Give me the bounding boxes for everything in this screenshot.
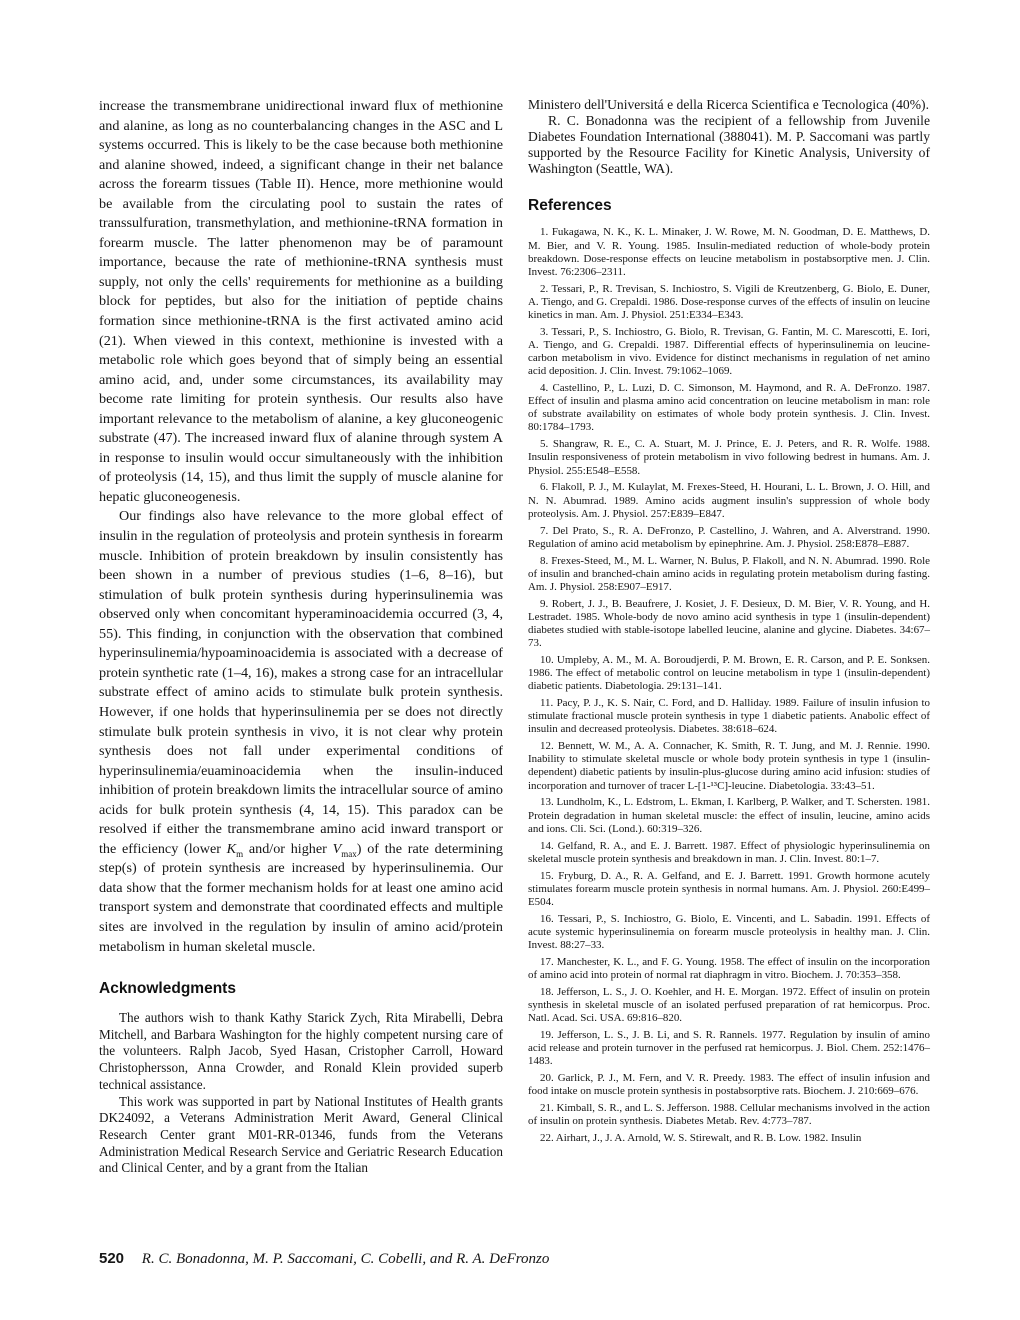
acknowledgments-continuation: Ministero dell'Universitá e della Ricerca Scientifica e Tecnologica (40%). [528, 97, 929, 112]
body-paragraph: increase the transmembrane unidirectional inward flux of methionine and alanine, as long as no counterbalancing changes in the ASC and L systems occurred. This is likely to be the case because both methionine and alanine showed, indeed, a significant change in their net balance across the forearm tissues (Table II). Hence, more methionine would be available from the circulating pool to sustain the rates of transsulfuration, transmethylation, and methionine-tRNA formation in forearm muscle. The latter phenomenon may be of paramount importance, because the rate of methionine-tRNA synthesis must supply, not only the cells' requirements for methionine as a building block for peptides, but also for the initiation of peptide chains formation since methionine-tRNA is the first activated amino acid (21). When viewed in this context, methionine is invested with a metabolic role which goes beyond that of simply being an essential amino acid, and, under some circumstances, its availability may become rate limiting for protein synthesis. Our results also have important relevance to the metabolism of alanine, a key gluconeogenic substrate (47). The increased inward flux of alanine through system A in response to insulin would occur simultaneously with the inhibition of proteolysis (14, 15), and thus limit the supply of muscle alanine for hepatic gluconeogenesis. [99, 98, 503, 505]
reference-item: 12. Bennett, W. M., A. A. Connacher, K. Smith, R. T. Jung, and M. J. Rennie. 1990. Inability to stimulate skeletal muscle or whole body protein synthesis in type 1 (insulin-dependent) diabetic patients by insulin-plus-glucose during amino acid infusion: studies of incorporation and turnover of tracer L-[1-¹³C]-leucine. Diabetologia. 33:43–51. [528, 740, 930, 792]
reference-item: 1. Fukagawa, N. K., K. L. Minaker, J. W. Rowe, M. N. Goodman, D. E. Matthews, D. M. Bier, and V. R. Young. 1985. Insulin-mediated reduction of whole-body protein breakdown. Dose-response effects on leucine metabolism in postabsorptive men. J. Clin. Invest. 76:2306–2311. [528, 226, 930, 278]
reference-item: 21. Kimball, S. R., and L. S. Jefferson. 1988. Cellular mechanisms involved in the action of insulin on protein synthesis. Diabetes Metab. Rev. 4:773–787. [528, 1102, 930, 1128]
reference-item: 22. Airhart, J., J. A. Arnold, W. S. Stirewalt, and R. B. Low. 1982. Insulin [540, 1132, 862, 1145]
body-text: ) of the rate determining step(s) of protein synthesis are increased by hyperinsulinemia. Our data show that the former mechanism holds for at least one amino acid transport system and demonstrate that coordinated effects and multiple sites are involved in the regulation by insulin of amino acid/protein metabolism in human skeletal muscle. [99, 840, 503, 955]
reference-item: 8. Frexes-Steed, M., M. L. Warner, N. Bulus, P. Flakoll, and N. N. Abumrad. 1990. Role of insulin and branched-chain amino acids in regulating protein metabolism during fasting. Am. J. Physiol. 258:E907–E917. [528, 554, 930, 593]
reference-item: 10. Umpleby, A. M., M. A. Boroudjerdi, P. M. Brown, E. R. Carson, and P. E. Sonksen. 1986. The effect of metabolic control on leucine metabolism in type 1 (insulin-dependent) diabetic patients. Diabetologia. 29:131–141. [528, 653, 930, 693]
right-column [528, 97, 930, 1149]
acknowledgments-heading: Acknowledgments [99, 980, 236, 998]
reference-item: 4. Castellino, P., L. Luzi, D. C. Simonson, M. Haymond, and R. A. DeFronzo. 1987. Effect of insulin and plasma amino acid concentration on leucine metabolism in man: role of substrate availability on estimates of whole body protein synthesis. J. Clin. Invest. 80:1784–1793. [528, 382, 930, 434]
body-text: and/or higher [243, 840, 333, 857]
references-heading: References [528, 197, 612, 215]
page-number: 520 [99, 1250, 125, 1267]
reference-item: 20. Garlick, P. J., M. Fern, and V. R. Preedy. 1983. The effect of insulin infusion and food intake on muscle protein synthesis in postabsorptive rats. Biochem. J. 210:669–676. [528, 1072, 930, 1098]
reference-item: 7. Del Prato, S., R. A. DeFronzo, P. Castellino, J. Wahren, and A. Alverstrand. 1990. Regulation of amino acid metabolism by epinephrine. Am. J. Physiol. 258:E878–E887. [528, 524, 930, 550]
reference-item: 18. Jefferson, L. S., J. O. Koehler, and H. E. Morgan. 1972. Effect of insulin on protein synthesis in skeletal muscle of an isolated perfused preparation of rat hemicorpus. Proc. Natl. Acad. Sci. USA. 69:816–820. [528, 985, 930, 1025]
running-authors: R. C. Bonadonna, M. P. Saccomani, C. Cobelli, and R. A. DeFronzo [141, 1251, 550, 1267]
fellowship-paragraph: R. C. Bonadonna was the recipient of a fellowship from Juvenile Diabetes Foundation International (388041). M. P. Saccomani was partly supported by the Resource Facility for Kinetic Analysis, University of Washington (Seattle, WA). [528, 113, 930, 177]
reference-item: 14. Gelfand, R. A., and E. J. Barrett. 1987. Effect of physiologic hyperinsulinemia on skeletal muscle protein synthesis and breakdown in man. J. Clin. Invest. 80:1–7. [528, 839, 930, 865]
reference-item: 6. Flakoll, P. J., M. Kulaylat, M. Frexes-Steed, H. Hourani, L. L. Brown, J. O. Hill, and N. N. Abumrad. 1989. Amino acids augment insulin's suppression of whole body proteolysis. Am. J. Physiol. 257:E839–E847. [528, 481, 930, 520]
vmax-subscript: max [341, 848, 357, 859]
body-paragraph [99, 507, 503, 957]
reference-item: 9. Robert, J. J., B. Beaufrere, J. Kosiet, J. F. Desieux, D. M. Bier, V. R. Young, and H. Lestradet. 1985. Whole-body de novo amino acid synthesis in type 1 (insulin-dependent) diabetes studied with stable-isotope labelled leucine, alanine and glycine. Diabetes. 34:67–73. [528, 597, 930, 650]
reference-item: 16. Tessari, P., S. Inchiostro, G. Biolo, E. Vincenti, and L. Sabadin. 1991. Effects of acute systemic hyperinsulinemia on forearm muscle proteolysis in healthy man. J. Clin. Invest. 88:27–33. [528, 912, 930, 951]
reference-list [528, 226, 930, 1145]
page-footer [99, 1250, 549, 1268]
left-column [99, 97, 503, 1177]
acknowledgments-paragraph: This work was supported in part by National Institutes of Health grants DK24092, a Veterans Administration Merit Award, General Clinical Research Center grant M01-RR-01346, funds from the Veterans Administration Medical Research Service and Geriatric Research Education and Clinical Center, and by a grant from the Italian [99, 1093, 503, 1176]
acknowledgments-paragraph: The authors wish to thank Kathy Starick Zych, Rita Mirabelli, Debra Mitchell, and Barbara Washington for the highly competent nursing care of the volunteers. Ralph Jacob, Syed Hasan, Cristopher Carroll, Howard Christophersson, Anna Crowder, and Ronald Klein provided superb technical assistance. [99, 1010, 503, 1092]
km-symbol: K [226, 840, 237, 857]
reference-item: 3. Tessari, P., S. Inchiostro, G. Biolo, R. Trevisan, G. Fantin, M. C. Marescotti, E. Iori, A. Tiengo, and G. Crepaldi. 1987. Differential effects of hyperinsulinemia on leucine-carbon metabolism in vivo. Evidence for distinct mechanisms in regulation of net amino acid deposition. J. Clin. Invest. 79:1062–1069. [528, 325, 930, 378]
reference-item: 13. Lundholm, K., L. Edstrom, L. Ekman, I. Karlberg, P. Walker, and T. Schersten. 1981. Protein degradation in human skeletal muscle: the effect of insulin, leucine, amino acids and ions. Cli. Sci. (Lond.). 60:319–326. [528, 796, 930, 835]
km-subscript: m [236, 848, 244, 859]
reference-item: 2. Tessari, P., R. Trevisan, S. Inchiostro, S. Vigili de Kreutzenberg, G. Biolo, E. Duner, A. Tiengo, and G. Crepaldi. 1986. Dose-response curves of the effects of insulin on leucine kinetics in man. Am. J. Physiol. 251:E334–E343. [528, 282, 930, 321]
reference-item: 11. Pacy, P. J., K. S. Nair, C. Ford, and D. Halliday. 1989. Failure of insulin infusion to stimulate fractional muscle protein synthesis in type 1 diabetic patients. Anabolic effect of insulin and decreased proteolysis. Diabetes. 38:618–624. [528, 697, 930, 736]
reference-item: 5. Shangraw, R. E., C. A. Stuart, M. J. Prince, E. J. Peters, and R. R. Wolfe. 1988. Insulin responsiveness of protein metabolism in vivo following bedrest in humans. Am. J. Physiol. 255:E548–E558. [528, 438, 930, 477]
vmax-symbol: V [332, 840, 342, 857]
body-text: Our findings also have relevance to the more global effect of insulin in the regulation of proteolysis and protein synthesis in forearm muscle. Inhibition of protein breakdown by insulin consistently has been shown in a number of previous studies (1–6, 8–16), but stimulation of bulk protein synthesis during hyperinsulinemia was observed only when concomitant hyperaminoacidemia occurred (3, 4, 55). This finding, in conjunction with the observation that combined hyperinsulinemia/hypoaminoacidemia is associated with a decrease of protein synthetic rate (1–4, 16), makes a strong case for an intracellular substrate effect of amino acids to stimulate bulk protein synthesis. However, if one holds that hyperinsulinemia per se does not directly stimulate bulk protein synthesis in vivo, it is not clear why protein synthesis does not fall under experimental conditions of hyperinsulinemia/euaminoacidemia when the insulin-induced inhibition of protein breakdown limits the intracellular source of amino acids for bulk protein synthesis (4, 14, 15). This paradox can be resolved if either the transmembrane amino acid inward transport or the efficiency (lower [99, 508, 503, 857]
reference-item: 15. Fryburg, D. A., R. A. Gelfand, and E. J. Barrett. 1991. Growth hormone acutely stimulates forearm muscle protein synthesis in normal humans. Am. J. Physiol. 260:E499–E504. [528, 869, 930, 908]
reference-item: 19. Jefferson, L. S., J. B. Li, and S. R. Rannels. 1977. Regulation by insulin of amino acid release and protein turnover in the perfused rat hemicorpus. J. Biol. Chem. 252:1476–1483. [528, 1028, 930, 1068]
reference-item: 17. Manchester, K. L., and F. G. Young. 1958. The effect of insulin on the incorporation of amino acid into protein of normal rat diaphragm in vitro. Biochem. J. 70:353–358. [528, 955, 930, 981]
